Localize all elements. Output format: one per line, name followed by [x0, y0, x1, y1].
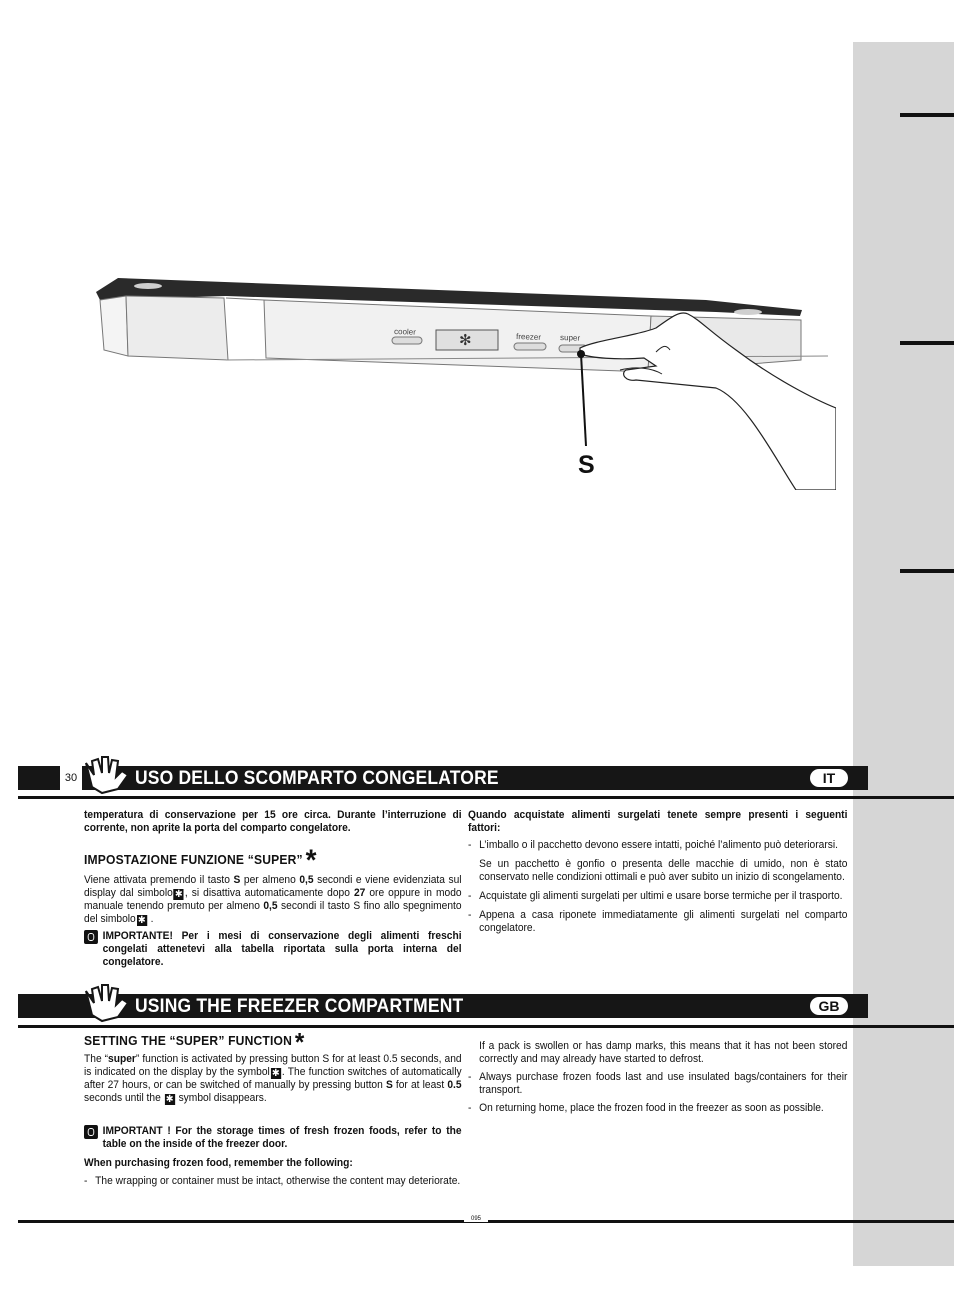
cooler-button[interactable]: [392, 337, 422, 344]
label-super: super: [559, 333, 581, 343]
important-note-it: IMPORTANTE! Per i mesi di conservazione degli alimenti freschi congelati attenetevi alla tabella riportata sulla porta interna del congelatore.: [84, 930, 462, 969]
important-icon: [84, 1125, 98, 1139]
label-freezer: freezer: [515, 332, 542, 342]
footer-code: 095: [464, 1216, 488, 1222]
snowflake-super-icon: *: [294, 1027, 305, 1057]
paragraph-super-it: Viene attivata premendo il tasto S per almeno 0,5 secondi e viene evidenziata sul display dal simbolo ✱ , si disattiva automaticamente dopo 27 ore oppure in modo manuale tenendo premuto per almeno 0,5 secondi il tasto S fino allo spegnimento del simbolo ✱ .: [84, 874, 462, 926]
list-item: - The wrapping or container must be intact, otherwise the content may deteriorate.: [84, 1175, 462, 1188]
column-it-right: [468, 809, 847, 935]
paragraph-when-purchasing: When purchasing frozen food, remember the following:: [84, 1157, 353, 1169]
section-title-gb: USING THE FREEZER COMPARTMENT: [135, 996, 464, 1017]
list-item-continuation: Se un pacchetto è gonfio o presenta delle macchie di umido, non è stato conservato nelle condizioni ottimali e può aver subito un inizio di scongelamento.: [479, 858, 848, 883]
section-title-it: USO DELLO SCOMPARTO CONGELATORE: [135, 768, 499, 789]
language-badge-it: IT: [810, 769, 848, 787]
label-cooler: cooler: [393, 327, 417, 337]
chapter-tab-mark: [900, 113, 954, 117]
hand-icon: [80, 755, 132, 795]
super-symbol-icon: ✱: [165, 1094, 174, 1105]
super-symbol-icon: ✱: [137, 915, 146, 926]
list-item: - On returning home, place the frozen food in the freezer as soon as possible.: [468, 1102, 847, 1115]
page-margin-band: [853, 42, 954, 1266]
paragraph-intro: temperatura di conservazione per 15 ore circa. Durante l’interruzione di corrente, non aprite la porta del comparto congelatore.: [84, 809, 462, 834]
super-symbol-icon: ✱: [271, 1068, 280, 1079]
list-item-continuation: If a pack is swollen or has damp marks, this means that it has not been stored correctly and may already have started to defrost.: [479, 1040, 848, 1065]
control-panel-illustration: [96, 270, 836, 490]
column-it-left: [84, 809, 462, 969]
chapter-tab-mark: [900, 341, 954, 345]
list-item: - Acquistate gli alimenti surgelati per ultimi e usare borse termiche per il trasporto.: [468, 890, 847, 903]
list-item: - Appena a casa riponete immediatamente gli alimenti surgelati nel comparto congelatore.: [468, 909, 847, 935]
page-number: 30: [60, 766, 82, 790]
snowflake-super-icon: *: [305, 844, 317, 877]
column-gb-left: [84, 1027, 462, 1188]
svg-text:✻: ✻: [459, 331, 472, 349]
paragraph-super-gb: The “super” function is activated by pressing button S for at least 0.5 seconds, and is indicated on the display by the symbol ✱ . The function switches of automatically after 27 hours, or can be switched of manually by pressing button S for at least 0.5 seconds until the ✱ symbol disappears.: [84, 1053, 462, 1105]
paragraph-right-intro: Quando acquistate alimenti surgelati tenete sempre presenti i seguenti fattori:: [468, 809, 848, 834]
list-item: - Always purchase frozen foods last and use insulated bags/containers for their transport.: [468, 1071, 847, 1097]
section-rule: [18, 796, 954, 799]
freezer-button[interactable]: [514, 343, 546, 350]
important-icon: [84, 930, 98, 944]
column-gb-right: [468, 1040, 847, 1115]
chapter-tab-mark: [900, 569, 954, 573]
heading-super-gb: SETTING THE “SUPER” FUNCTION: [84, 1033, 293, 1048]
section-rule: [18, 1025, 954, 1028]
hand-icon: [80, 983, 132, 1023]
list-item: - L’imballo o il pacchetto devono essere intatti, poiché l’alimento può deteriorarsi.: [468, 839, 847, 852]
callout-s: S: [578, 451, 595, 479]
super-symbol-icon: ✱: [174, 889, 183, 900]
important-note-gb: IMPORTANT ! For the storage times of fresh frozen foods, refer to the table on the inside of the freezer door.: [84, 1125, 462, 1151]
heading-super-it: IMPOSTAZIONE FUNZIONE “SUPER”: [84, 852, 303, 867]
language-badge-gb: GB: [810, 997, 848, 1015]
